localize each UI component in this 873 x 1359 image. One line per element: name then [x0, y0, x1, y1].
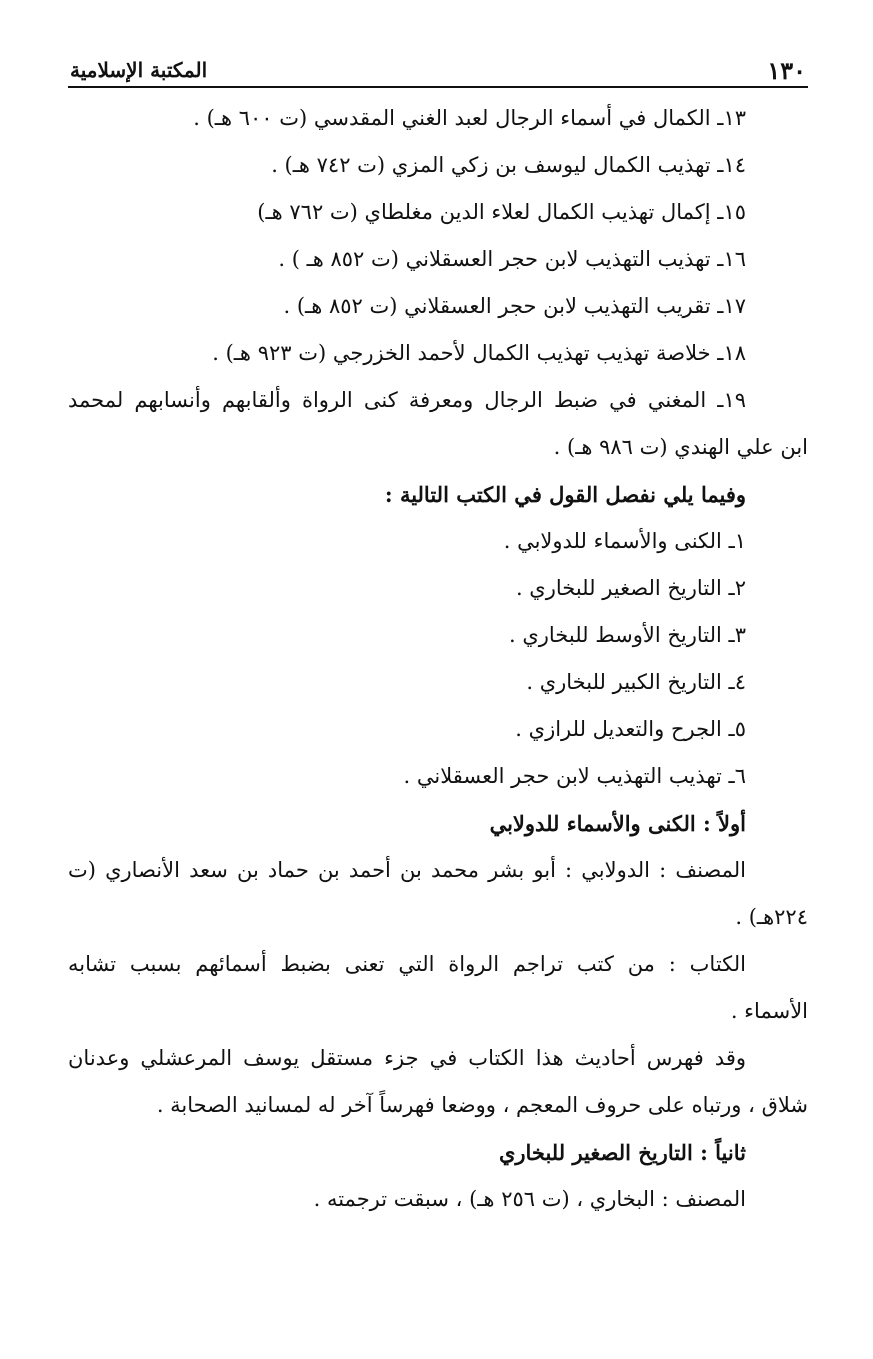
book-list-item-6: ٦ـ تهذيب التهذيب لابن حجر العسقلاني . [403, 764, 746, 788]
running-title: المكتبة الإسلامية [70, 58, 208, 82]
list-item-19-continuation: ابن علي الهندي (ت ٩٨٦ هـ) . [553, 435, 808, 459]
book-list-item-1: ١ـ الكنى والأسماء للدولابي . [503, 529, 746, 553]
book-list-item-3: ٣ـ التاريخ الأوسط للبخاري . [508, 623, 746, 647]
list-item-16: ١٦ـ تهذيب التهذيب لابن حجر العسقلاني (ت ٨٥٢ هـ ) . [278, 247, 746, 271]
list-item-19: ١٩ـ المغني في ضبط الرجال ومعرفة كنى الرواة وألقابهم وأنسابهم لمحمد [68, 388, 746, 412]
book-description-paragraph: الكتاب : من كتب تراجم الرواة التي تعنى بضبط أسمائهم بسبب تشابه [68, 952, 746, 976]
index-paragraph-continuation: شلاق ، ورتباه على حروف المعجم ، ووضعا فهرساً آخر له لمسانيد الصحابة . [156, 1093, 808, 1117]
index-paragraph: وقد فهرس أحاديث هذا الكتاب في جزء مستقل يوسف المرعشلي وعدنان [68, 1046, 746, 1070]
author-paragraph-continuation: ٢٢٤هـ) . [735, 905, 808, 929]
author-paragraph: المصنف : الدولابي : أبو بشر محمد بن أحمد بن حماد بن سعد الأنصاري (ت [68, 858, 746, 882]
intro-sentence: وفيما يلي نفصل القول في الكتب التالية : [384, 482, 746, 507]
list-item-18: ١٨ـ خلاصة تهذيب تهذيب الكمال لأحمد الخزرجي (ت ٩٢٣ هـ) . [212, 341, 746, 365]
section-heading-second: ثانياً : التاريخ الصغير للبخاري [498, 1140, 746, 1165]
book-list-item-4: ٤ـ التاريخ الكبير للبخاري . [526, 670, 746, 694]
list-item-15: ١٥ـ إكمال تهذيب الكمال لعلاء الدين مغلطاي (ت ٧٦٢ هـ) [257, 200, 746, 224]
book-list-item-2: ٢ـ التاريخ الصغير للبخاري . [515, 576, 746, 600]
author-second-paragraph: المصنف : البخاري ، (ت ٢٥٦ هـ) ، سبقت ترجمته . [313, 1187, 746, 1211]
section-heading-first: أولاً : الكنى والأسماء للدولابي [489, 811, 746, 836]
page-header [68, 52, 808, 88]
list-item-13: ١٣ـ الكمال في أسماء الرجال لعبد الغني المقدسي (ت ٦٠٠ هـ) . [193, 106, 746, 130]
list-item-17: ١٧ـ تقريب التهذيب لابن حجر العسقلاني (ت ٨٥٢ هـ) . [283, 294, 746, 318]
book-description-continuation: الأسماء . [730, 999, 808, 1023]
list-item-14: ١٤ـ تهذيب الكمال ليوسف بن زكي المزي (ت ٧٤٢ هـ) . [271, 153, 746, 177]
book-page [68, 0, 808, 1359]
page-body [68, 95, 808, 1223]
book-list-item-5: ٥ـ الجرح والتعديل للرازي . [515, 717, 746, 741]
page-number: ١٣٠ [767, 56, 806, 85]
